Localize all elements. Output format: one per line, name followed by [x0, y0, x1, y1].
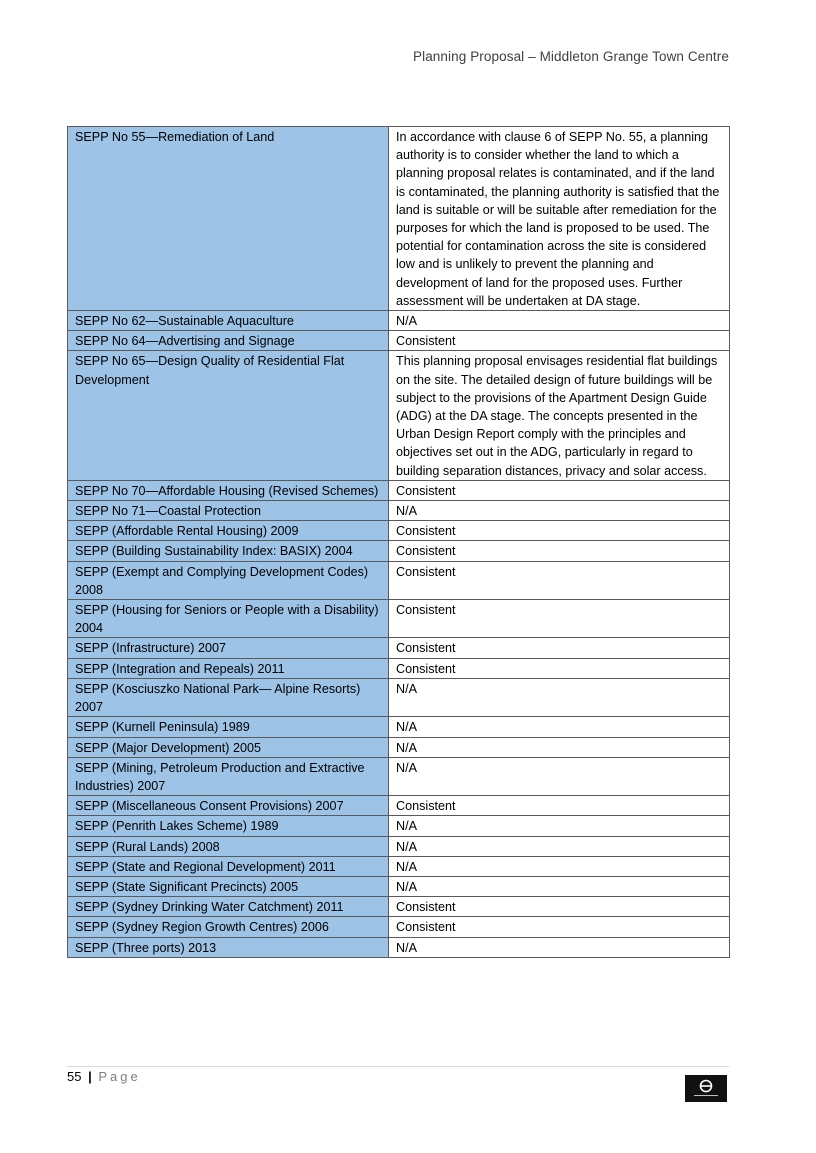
policy-cell: SEPP (Major Development) 2005 [68, 737, 389, 757]
status-cell: Consistent [389, 638, 730, 658]
status-cell: N/A [389, 737, 730, 757]
table-row [68, 796, 730, 816]
policy-cell: SEPP (Three ports) 2013 [68, 937, 389, 957]
table-row [68, 836, 730, 856]
status-cell: Consistent [389, 658, 730, 678]
policy-cell: SEPP No 62—Sustainable Aquaculture [68, 311, 389, 331]
table-row [68, 127, 730, 311]
table-row [68, 876, 730, 896]
status-cell: N/A [389, 757, 730, 795]
table-row [68, 541, 730, 561]
policy-cell: SEPP No 70—Affordable Housing (Revised Schemes) [68, 480, 389, 500]
policy-cell: SEPP (Building Sustainability Index: BASIX) 2004 [68, 541, 389, 561]
sepp-consistency-table-container [67, 126, 729, 958]
table-row [68, 816, 730, 836]
page-separator: | [88, 1069, 92, 1084]
policy-cell: SEPP (Affordable Rental Housing) 2009 [68, 521, 389, 541]
policy-cell: SEPP (Rural Lands) 2008 [68, 836, 389, 856]
table-row [68, 480, 730, 500]
page-word: Page [98, 1069, 141, 1084]
status-cell: Consistent [389, 561, 730, 599]
status-cell: N/A [389, 836, 730, 856]
policy-cell: SEPP No 65—Design Quality of Residential Flat Development [68, 351, 389, 480]
policy-cell: SEPP (State Significant Precincts) 2005 [68, 876, 389, 896]
page-header-title: Planning Proposal – Middleton Grange Town Centre [413, 49, 729, 64]
table-row [68, 737, 730, 757]
status-cell: This planning proposal envisages residential flat buildings on the site. The detailed design of future buildings will be subject to the provisions of the Apartment Design Guide (ADG) at the DA stage. The concepts presented in the Urban Design Report comply with the principles and objectives set out in the ADG, particularly in regard to building separation distances, privacy and solar access. [389, 351, 730, 480]
status-cell: Consistent [389, 541, 730, 561]
table-row [68, 757, 730, 795]
status-cell: N/A [389, 717, 730, 737]
policy-cell: SEPP (Housing for Seniors or People with a Disability) 2004 [68, 600, 389, 638]
footer-divider [67, 1066, 729, 1067]
table-row [68, 856, 730, 876]
company-logo [685, 1075, 727, 1102]
status-cell: Consistent [389, 796, 730, 816]
table-row [68, 658, 730, 678]
policy-cell: SEPP (Exempt and Complying Development Codes) 2008 [68, 561, 389, 599]
status-cell: N/A [389, 816, 730, 836]
table-row [68, 521, 730, 541]
policy-cell: SEPP (Sydney Region Growth Centres) 2006 [68, 917, 389, 937]
table-row [68, 311, 730, 331]
status-cell: N/A [389, 311, 730, 331]
policy-cell: SEPP No 71—Coastal Protection [68, 501, 389, 521]
status-cell: Consistent [389, 917, 730, 937]
policy-cell: SEPP No 64—Advertising and Signage [68, 331, 389, 351]
table-row [68, 501, 730, 521]
table-row [68, 638, 730, 658]
policy-cell: SEPP (Miscellaneous Consent Provisions) 2007 [68, 796, 389, 816]
policy-cell: SEPP (Penrith Lakes Scheme) 1989 [68, 816, 389, 836]
page-number: 55 [67, 1069, 82, 1084]
status-cell: N/A [389, 876, 730, 896]
table-row [68, 678, 730, 716]
status-cell: Consistent [389, 521, 730, 541]
policy-cell: SEPP (Infrastructure) 2007 [68, 638, 389, 658]
status-cell: Consistent [389, 331, 730, 351]
policy-cell: SEPP (Sydney Drinking Water Catchment) 2011 [68, 897, 389, 917]
policy-cell: SEPP (Kosciuszko National Park— Alpine Resorts) 2007 [68, 678, 389, 716]
table-row [68, 600, 730, 638]
status-cell: N/A [389, 856, 730, 876]
page-number-footer [67, 1069, 141, 1084]
status-cell: N/A [389, 501, 730, 521]
status-cell: Consistent [389, 600, 730, 638]
sepp-consistency-table [67, 126, 730, 958]
policy-cell: SEPP (State and Regional Development) 2011 [68, 856, 389, 876]
table-row [68, 561, 730, 599]
table-row [68, 937, 730, 957]
table-row [68, 331, 730, 351]
status-cell: In accordance with clause 6 of SEPP No. 55, a planning authority is to consider whether the land to which a planning proposal relates is contaminated, and if the land is contaminated, the planning authority is satisfied that the land is suitable or will be suitable after remediation for the purposes for which the land is proposed to be used. The potential for contamination across the site is considered low and is unlikely to prevent the planning and development of land for the proposed uses. Further assessment will be undertaken at DA stage. [389, 127, 730, 311]
table-row [68, 717, 730, 737]
table-row [68, 897, 730, 917]
policy-cell: SEPP (Kurnell Peninsula) 1989 [68, 717, 389, 737]
status-cell: Consistent [389, 897, 730, 917]
policy-cell: SEPP No 55—Remediation of Land [68, 127, 389, 311]
table-row [68, 917, 730, 937]
status-cell: N/A [389, 937, 730, 957]
logo-mark-icon [685, 1075, 727, 1102]
policy-cell: SEPP (Integration and Repeals) 2011 [68, 658, 389, 678]
status-cell: N/A [389, 678, 730, 716]
table-row [68, 351, 730, 480]
policy-cell: SEPP (Mining, Petroleum Production and Extractive Industries) 2007 [68, 757, 389, 795]
status-cell: Consistent [389, 480, 730, 500]
